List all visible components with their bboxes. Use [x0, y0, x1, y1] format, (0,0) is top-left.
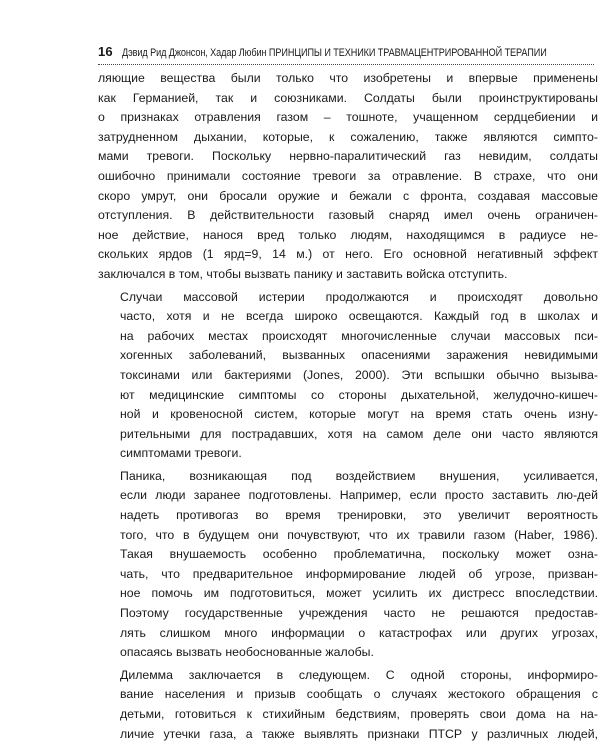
paragraph-1	[98, 69, 598, 285]
text-line: опасаясь вызвать необоснованные жалобы.	[120, 645, 374, 660]
text-line: скольких ярдов (1 ярд=9, 14 м.) от него. Его основной негативный эффект	[98, 247, 598, 262]
text-line: Такая внушаемость особенно проблематична, поскольку может озна-	[120, 547, 598, 562]
text-line: чать, что предварительное информирование людей об угрозе, призван-	[120, 566, 598, 581]
text-line: надеть противогаз во время тренировки, это увеличит вероятность	[120, 508, 598, 523]
running-head: Дэвид Рид Джонсон, Хадар Любин ПРИНЦИПЫ И ТЕХНИКИ ТРАВМАЦЕНТРИРОВАННОЙ ТЕРАПИИ	[121, 47, 547, 59]
text-line: токсинами или бактериями (Jones, 2000). Эти вспышки обычно вызыва-	[120, 367, 598, 382]
text-line: ной и кровеносной систем, которые могут на время стать очень изну-	[120, 407, 598, 422]
text-line: Дилемма заключается в следующем. С одной стороны, информиро-	[120, 667, 598, 682]
header-dotted-rule	[98, 64, 594, 65]
text-line: отступления. В действительности газовый снаряд имел очень ограничен-	[98, 208, 598, 223]
text-line: хогенных заболеваний, вызванных опасениями заражения невидимыми	[120, 348, 598, 363]
text-line: детьми, готовиться к стихийным бедствиям, проверять свои дома на на-	[120, 707, 598, 721]
text-line: вание населения и призыв сообщать о случаях жестокого обращения с	[120, 687, 598, 702]
text-line: лять слишком много информации о катастрофах или других угрозах,	[120, 625, 598, 640]
text-line: на рабочих местах происходят многочисленные случаи массовых пси-	[120, 328, 598, 343]
text-line: если люди заранее подготовлены. Например, если просто заставить лю-дей	[120, 488, 598, 503]
text-line: Паника, возникающая под воздействием внушения, усиливается,	[120, 468, 598, 483]
text-line: ют медицинские симптомы со стороны дыхательной, желудочно-кишеч-	[120, 387, 598, 402]
text-line: заключался в том, чтобы вызвать панику и заставить войска отступить.	[98, 266, 508, 281]
page-header	[98, 44, 594, 60]
text-line: ошибочно принимали состояние тревоги за отравление. В страхе, что они	[98, 168, 598, 183]
text-line: скоро умрут, они бросали оружие и бежали с фронта, создавая массовые	[98, 188, 598, 203]
page-number: 16	[98, 44, 113, 59]
text-line: Поэтому государственные учреждения часто не решаются предостав-	[120, 606, 598, 621]
text-line: о признаках отравления газом – тошноте, учащенном сердцебиении и	[98, 110, 598, 125]
text-line: часто, хотя и не всегда широко освещаются. Каждый год в школах и	[120, 309, 598, 324]
text-line: затрудненном дыхании, которые, к сожалению, также являются симпто-	[98, 129, 598, 144]
text-line: ное действие, нанося вред только людям, находящимся в радиусе не-	[98, 227, 598, 242]
text-line: симптомами тревоги.	[120, 446, 242, 461]
text-line: рительными для пострадавших, хотя на самом деле они часто являются	[120, 426, 598, 441]
body-text	[98, 69, 598, 747]
text-line: ное помочь им подготовиться, может усилить их дистресс впоследствии.	[120, 586, 598, 601]
text-line: личие утечки газа, а также выявлять признаки ПТСР у различных людей,	[120, 726, 598, 741]
paragraph-2	[98, 288, 598, 464]
text-line: мами тревоги. Поскольку нервно-паралитический газ невидим, солдаты	[98, 149, 598, 164]
text-line: Случаи массовой истерии продолжаются и происходят довольно	[120, 289, 598, 304]
text-line: ляющие вещества были только что изобретены и впервые применены	[98, 71, 598, 85]
text-line: того, что в будущем они почувствуют, что их травили газом (Haber, 1986).	[120, 527, 598, 542]
text-line: как Германией, так и союзниками. Солдаты были проинструктированы	[98, 90, 598, 105]
paragraph-3	[98, 467, 598, 663]
paragraph-4	[98, 666, 598, 744]
